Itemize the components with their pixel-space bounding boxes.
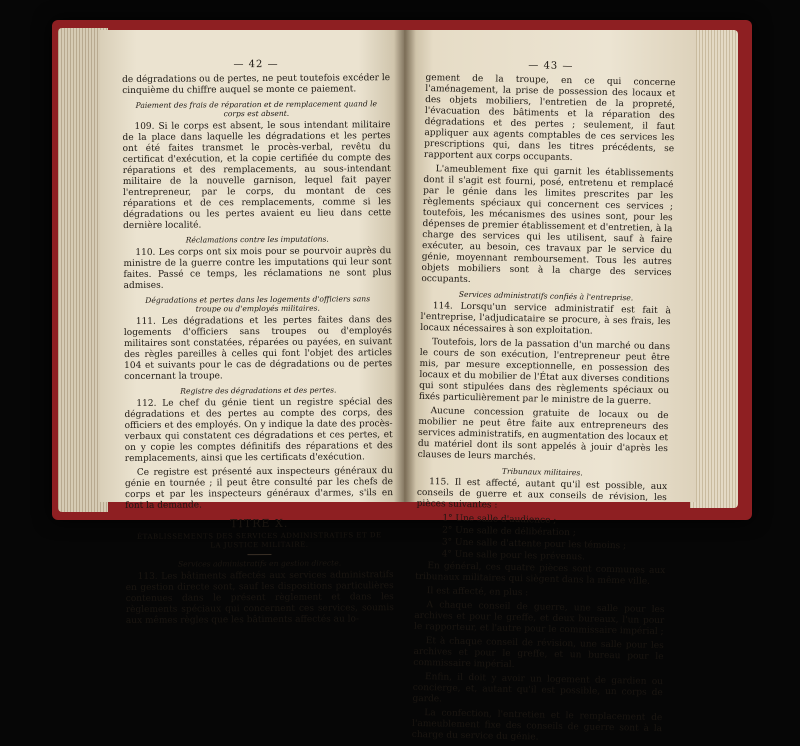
article-110: 110. Les corps ont six mois pour se pourvoir auprès du ministre de la guerre contre les imputations qui leur sont faites. Passé ce temps, les réclamations ne sont plus admises. <box>123 246 392 291</box>
paragraph: L'ameublement fixe qui garnit les établissements dont il s'agit est fourni, posé, entretenu et remplacé par le génie dans les limites prescrites par les règlements spéciaux qui concernent ces services ; toutefois, les mécanismes des usines sont, pour les dépenses de premier établissement et d'entretien, à la charge des services qui les utilisent, sauf à faire exécuter, au besoin, ces travaux par le service du génie, moyennant remboursement. Tous les autres objets mobiliers sont à la charge des services occupants. <box>421 164 674 285</box>
paragraph: gement de la troupe, en ce qui concerne l'aménagement, la prise de possession des locaux et des objets mobiliers, l'entretien de la propreté, l'évacuation des bâtiments et la réparation des dégradations et des pertes ; seulement, il faut appliquer aux agents comptables de ces services les prescriptions qui, dans les titres précédents, se rapportent aux corps occupants. <box>423 72 676 164</box>
article-115: 115. Il est affecté, autant qu'il est possible, aux conseils de guerre et aux conseils de révision, les pièces suivantes : <box>416 477 668 511</box>
right-page <box>404 30 696 743</box>
section-heading: Services administratifs en gestion directe. <box>177 558 342 569</box>
list-item: 4° Une salle pour les prévenus. <box>441 549 585 563</box>
article-113: 113. Les bâtiments affectés aux services administratifs en gestion directe sont, sauf les dispositions particulières contenues dans le présent règlement et dans les règlements spéciaux qui concernent ces services, soumis aux mêmes règles que les bâtiments affectés au lo- <box>125 570 394 626</box>
section-heading: Services administratifs confiés à l'entreprise. <box>458 289 634 303</box>
section-heading: Tribunaux militaires. <box>501 466 583 478</box>
paragraph: Enfin, il doit y avoir un logement de gardien ou concierge, et, autant qu'il est possible, un corps de garde. <box>412 672 664 705</box>
article-111: 111. Les dégradations et les pertes faites dans des logements d'officiers sans troupes ou d'employés militaires sont constatées, réparées ou payées, en suivant des règles pareilles à celles qui font l'objet des articles 104 et suivants pour le cas de dégradations ou de pertes concernant la troupe. <box>123 315 393 382</box>
article-114: 114. Lorsqu'un service administratif est fait à l'entreprise, l'adjudicataire se procure, à ses frais, les locaux nécessaires à son exploitation. <box>420 301 671 337</box>
left-page <box>100 30 404 626</box>
paragraph: A chaque conseil de guerre, une salle pour les archives et pour le greffe, et deux bureaux, l'un pour le rapporteur, et l'autre pour le commissaire impérial ; <box>413 600 665 638</box>
divider <box>247 554 271 555</box>
book-gutter <box>394 30 416 502</box>
page-number: — 43 — <box>528 60 574 73</box>
paragraph: En général, ces quatre pièces sont communes aux tribunaux militaires qui siègent dans la même ville. <box>415 561 666 587</box>
paragraph: de dégradations ou de pertes, ne peut toutefois excéder le cinquième du chiffre auquel se monte ce paiement. <box>122 73 391 96</box>
paragraph: Ce registre est présenté aux inspecteurs généraux du génie en tournée ; il peut être consulté par les chefs de corps et par les inspecteurs généraux d'armes, s'ils en font la demande. <box>124 466 394 511</box>
list-item: 3° Une salle d'attente pour les témoins ; <box>441 537 627 552</box>
section-heading: Réclamations contre les imputations. <box>185 234 329 245</box>
paragraph: Et à chaque conseil de révision, une salle pour les archives et pour le greffe, et un bureau pour le commissaire impérial. <box>413 636 664 670</box>
page-number: — 42 — <box>233 58 279 71</box>
article-109: 109. Si le corps est absent, le sous intendant militaire de la place dans laquelle les dégradations et les pertes ont été faites transmet le procès-verbal, revêtu du certificat d'exécution, et la copie certifiée du compte des réparations et des remplacements, au sous-intendant militaire de la nouvelle garnison, lequel fait payer l'entrepreneur, par le corps, du montant de ces réparations et de ces remplacements, comme si les dégradations ou les pertes avaient eu lieu dans cette dernière localité. <box>122 120 392 231</box>
title-x-subtitle: ÉTABLISSEMENTS DES SERVICES ADMINISTRATIFS ET DE LA JUSTICE MILITAIRE. <box>137 531 382 550</box>
section-heading: Paiement des frais de réparation et de remplacement quand le corps est absent. <box>135 99 378 119</box>
paragraph: La confection, l'entretien et le remplacement de l'ameublement fixe des conseils de guerre sont à la charge du service du génie. <box>411 708 663 743</box>
list-item: 2° Une salle de délibération ; <box>442 525 576 539</box>
section-heading: Registre des dégradations et des pertes. <box>180 385 337 396</box>
list-item: 1° Une salle d'audience ; <box>442 513 557 526</box>
paragraph: Aucune concession gratuite de locaux ou de mobilier ne peut être faite aux entrepreneurs des services administratifs, en augmentation des locaux et du matériel dont ils sont appelés à jouir d'après les clauses de leurs marchés. <box>417 406 669 463</box>
page-edges-right <box>690 30 738 508</box>
article-112: 112. Le chef du génie tient un registre spécial des dégradations et des pertes au compte des corps, des officiers et des employés. On y indique la date des procès-verbaux qui constatent ces dégradations et ces pertes, et on y copie les comptes définitifs des réparations et des remplacements, ainsi que les certificats d'exécution. <box>124 397 393 464</box>
section-heading: Dégradations et pertes dans les logements d'officiers sans troupe ou d'employés militaires. <box>145 294 371 314</box>
paragraph: Il est affecté, en plus : <box>426 586 529 599</box>
title-x: TITRE X. <box>230 516 289 531</box>
paragraph: Toutefois, lors de la passation d'un marché ou dans le cours de son exécution, l'entrepreneur peut être mis, par mesure exceptionnelle, en possession des locaux et du mobilier de l'État aux diverses conditions qui sont stipulées dans des règlements spéciaux ou fixés particulièrement par le ministre de la guerre. <box>418 337 671 407</box>
